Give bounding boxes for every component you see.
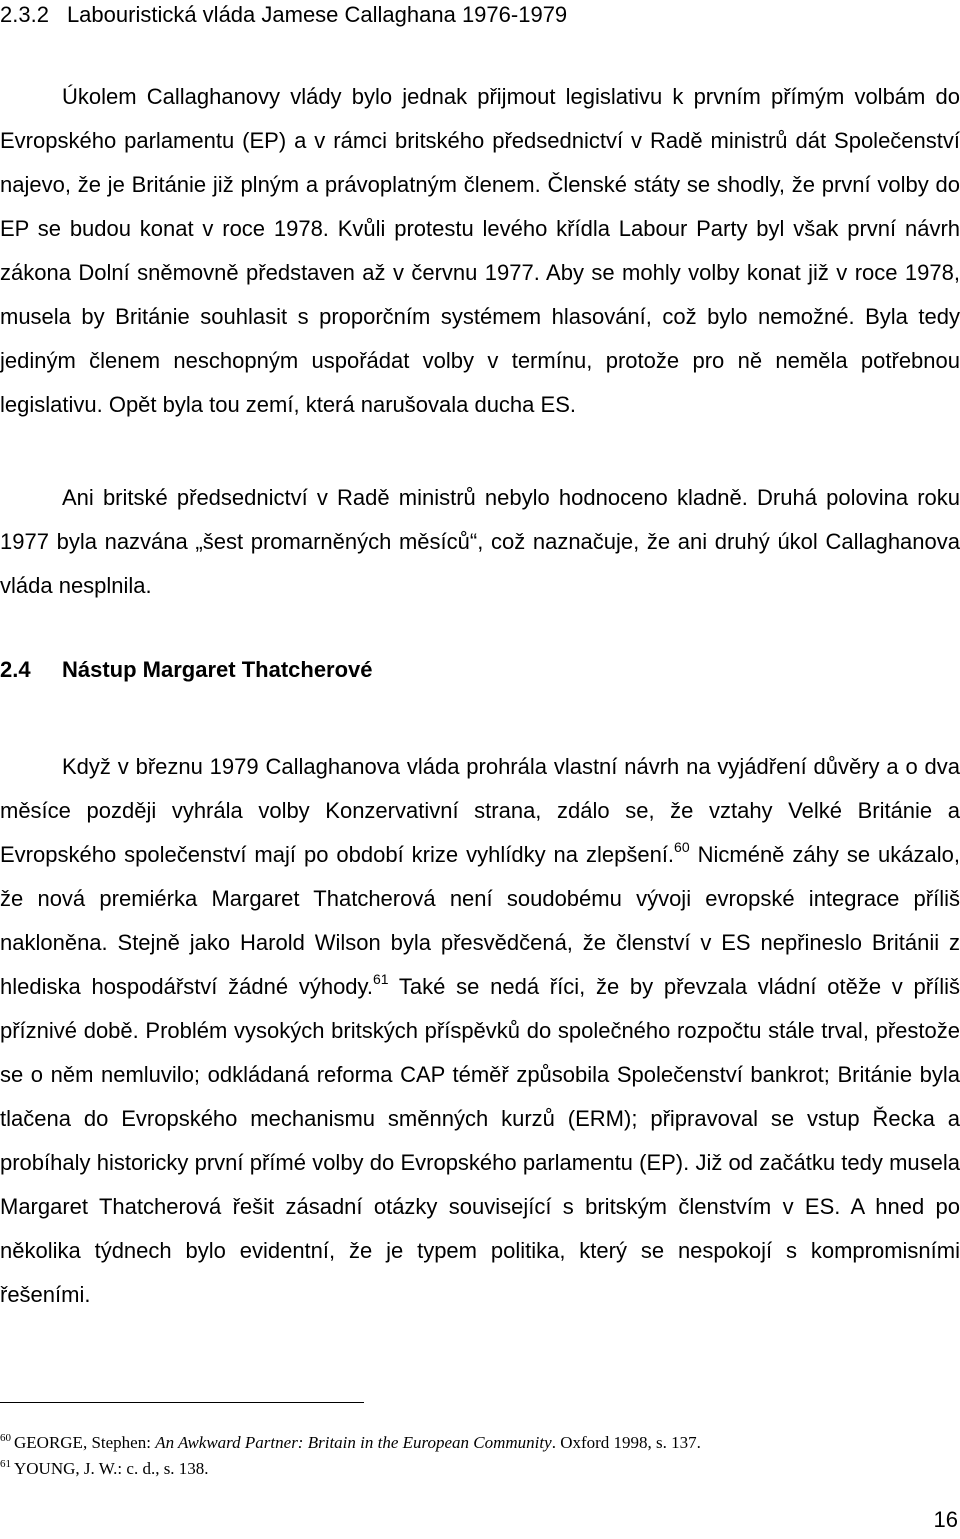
- footnote-number: 61: [0, 1458, 11, 1470]
- page-number: 16: [933, 1507, 958, 1532]
- paragraph-2: Ani britské předsednictví v Radě ministrů nebylo hodnoceno kladně. Druhá polovina roku 1977 byla nazvána „šest promarněných měsíců“, což naznačuje, že ani druhý úkol Callaghanova vláda nesplnila.: [0, 485, 960, 598]
- footnote-ref-60[interactable]: 60: [674, 839, 690, 855]
- footnote-61: [0, 1456, 960, 1482]
- paragraph-3-part-1: Když v březnu 1979 Callaghanova vláda prohrála vlastní návrh na vyjádření důvěry a o dva měsíce později vyhrála volby Konzervativní strana, zdálo se, že vztahy Velké Británie a Evropského společenství mají po období krize vyhlídky na zlepšení.: [0, 754, 960, 867]
- footnote-title: An Awkward Partner: Britain in the European Community: [155, 1433, 552, 1452]
- section-number-2: 2.4: [0, 657, 31, 682]
- footnote-ref-61[interactable]: 61: [373, 971, 389, 987]
- paragraph-3: [0, 745, 960, 1317]
- footnotes: [0, 1430, 960, 1482]
- paragraph-3-part-2: Nicméně záhy se ukázalo, že nová premiérka Margaret Thatcherová není soudobému vývoji evropské integrace příliš nakloněna. Stejně jako Harold Wilson byla přesvědčená, že členství v ES nepřineslo Británii z hlediska hospodářství žádné výhody.: [0, 842, 960, 999]
- section-heading-2: [0, 655, 373, 685]
- section-title-2: Nástup Margaret Thatcherové: [62, 657, 373, 682]
- section-number: 2.3.2: [0, 2, 49, 27]
- footnote-separator: [0, 1402, 364, 1403]
- section-title: Labouristická vláda Jamese Callaghana 1976-1979: [66, 2, 568, 27]
- section-heading: [0, 0, 960, 30]
- footnote-number: 60: [0, 1432, 11, 1444]
- paragraph-3-part-3: Také se nedá říci, že by převzala vládní otěže v příliš příznivé době. Problém vysokých britských příspěvků do společného rozpočtu stále trval, přestože se o něm nemluvilo; odkládaná reforma CAP téměř způsobila Společenství bankrot; Británie byla tlačena do Evropského mechanismu směnných kurzů (ERM); připravoval se vstup Řecka a probíhaly historicky první přímé volby do Evropského parlamentu (EP). Již od začátku tedy musela Margaret Thatcherová řešit zásadní otázky související s britským členstvím v ES. A hned po několika týdnech bylo evidentní, že je typem politika, který se nespokojí s kompromisními řešeními.: [0, 974, 960, 1307]
- footnote-rest: . Oxford 1998, s. 137.: [551, 1433, 701, 1452]
- footnote-author: YOUNG, J. W.: c. d., s. 138.: [14, 1459, 209, 1478]
- paragraph-1: Úkolem Callaghanovy vlády bylo jednak přijmout legislativu k prvním přímým volbám do Evropského parlamentu (EP) a v rámci britského předsednictví v Radě ministrů dát Společenství najevo, že je Británie již plným a právoplatným členem. Členské státy se shodly, že první volby do EP se budou konat v roce 1978. Kvůli protestu levého křídla Labour Party byl však první návrh zákona Dolní sněmovně představen až v červnu 1977. Aby se mohly volby konat již v roce 1978, musela by Británie souhlasit s proporčním systémem hlasování, což bylo nemožné. Byla tedy jediným členem neschopným uspořádat volby v termínu, protože pro ně neměla potřebnou legislativu. Opět byla tou zemí, která narušovala ducha ES.: [0, 84, 960, 417]
- footnote-60: [0, 1430, 960, 1456]
- footnote-author: GEORGE, Stephen:: [14, 1433, 156, 1452]
